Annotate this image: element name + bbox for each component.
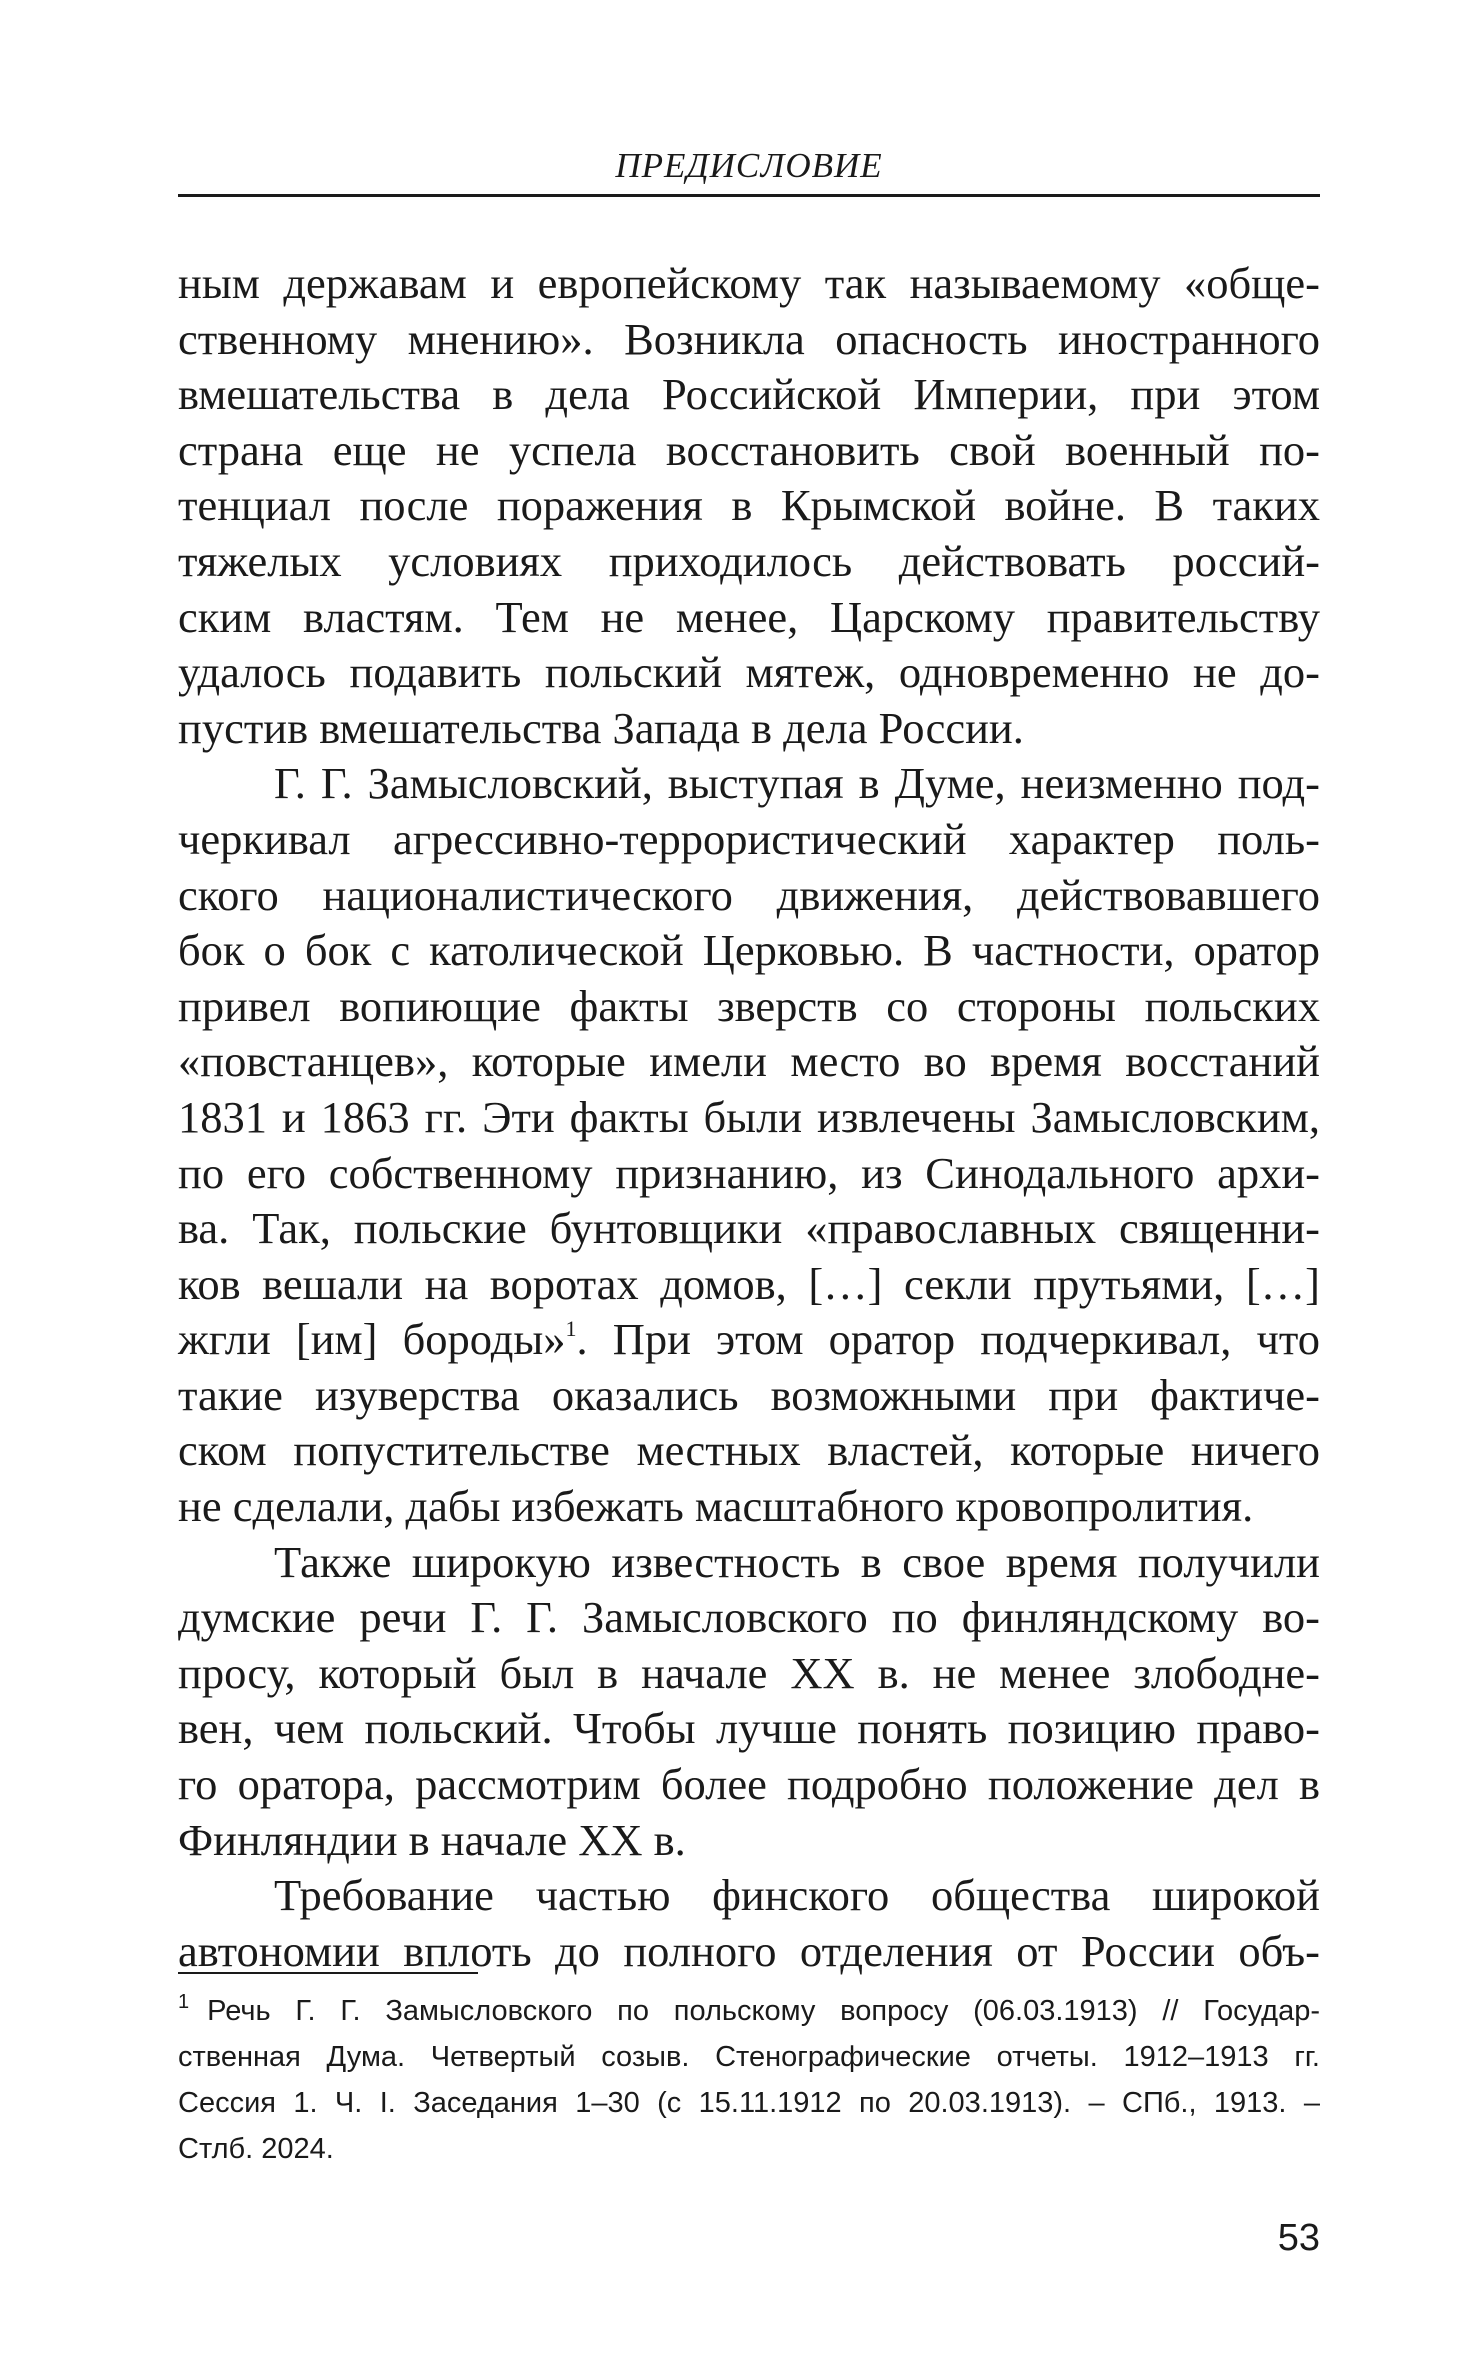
- footnote-rule: [178, 1972, 478, 1974]
- text-line: ственному мнению». Возникла опасность иностранного: [178, 313, 1320, 364]
- footnote-line: [178, 1988, 1320, 2034]
- main-text: [178, 256, 1320, 1979]
- text-line: 1831 и 1863 гг. Эти факты были извлечены Замысловским,: [178, 1091, 1320, 1142]
- text-line: ным державам и европейскому так называемому «обще-: [178, 258, 1320, 308]
- footnote: [178, 1988, 1320, 2172]
- text-line: привел вопиющие факты зверств со стороны польских: [178, 980, 1320, 1031]
- header-rule: [178, 194, 1320, 197]
- footnote-mark: 1: [178, 1991, 190, 2013]
- text-line: тяжелых условиях приходилось действовать россий-: [178, 535, 1320, 586]
- text-line: Г. Г. Замысловский, выступая в Думе, неизменно под-: [274, 758, 1320, 809]
- footnote-line: Сессия 1. Ч. I. Заседания 1–30 (с 15.11.1912 по 20.03.1913). – СПб., 1913. –: [178, 2087, 1320, 2119]
- text-line: автономии вплоть до полного отделения от России объ-: [178, 1925, 1320, 1976]
- text-line: черкивал агрессивно-террористический характер поль-: [178, 813, 1320, 864]
- text-line: бок о бок с католической Церковью. В частности, оратор: [178, 925, 1320, 976]
- book-page: [178, 0, 1320, 2362]
- footnote-line: ственная Дума. Четвертый созыв. Стенографические отчеты. 1912–1913 гг.: [178, 2041, 1320, 2073]
- text-segment: . При этом оратор подчеркивал, что: [576, 1314, 1320, 1365]
- text-segment: жгли [им] бороды»: [178, 1314, 566, 1365]
- text-line: ва. Так, польские бунтовщики «православных священни-: [178, 1203, 1320, 1254]
- text-line: тенциал после поражения в Крымской войне. В таких: [178, 480, 1320, 531]
- text-line: Финляндии в начале XX в.: [178, 1814, 686, 1865]
- text-line: вмешательства в дела Российской Империи, при этом: [178, 369, 1320, 420]
- text-line-with-footnote-ref: [178, 1312, 1320, 1368]
- text-line: ков вешали на воротах домов, […] секли прутьями, […]: [178, 1258, 1320, 1309]
- running-head: ПРЕДИСЛОВИЕ: [615, 146, 883, 185]
- footnote-reference[interactable]: 1: [565, 1316, 577, 1342]
- text-line: такие изуверства оказались возможными при фактиче-: [178, 1369, 1320, 1420]
- text-line: страна еще не успела восстановить свой военный по-: [178, 424, 1320, 475]
- text-line: Требование частью финского общества широкой: [274, 1870, 1320, 1921]
- text-line: ском попустительстве местных властей, которые ничего: [178, 1425, 1320, 1476]
- text-line: просу, который был в начале XX в. не менее злободне-: [178, 1647, 1320, 1698]
- text-line: Также широкую известность в свое время получили: [274, 1536, 1320, 1587]
- text-line: удалось подавить польский мятеж, одновременно не до-: [178, 647, 1320, 698]
- text-line: не сделали, дабы избежать масштабного кровопролития.: [178, 1481, 1254, 1532]
- text-line: го оратора, рассмотрим более подробно положение дел в: [178, 1759, 1320, 1810]
- text-line: ским властям. Тем не менее, Царскому правительству: [178, 591, 1320, 642]
- text-line: пустив вмешательства Запада в дела России.: [178, 702, 1024, 753]
- text-line: по его собственному признанию, из Синодального архи-: [178, 1147, 1320, 1198]
- text-line: ского националистического движения, действовавшего: [178, 869, 1320, 920]
- page-number: 53: [1277, 2217, 1320, 2259]
- footnote-text: Речь Г. Г. Замысловского по польскому вопросу (06.03.1913) // Государ-: [207, 1995, 1320, 2027]
- text-line: «повстанцев», которые имели место во время восстаний: [178, 1036, 1320, 1087]
- text-line: думские речи Г. Г. Замысловского по финляндскому во-: [178, 1592, 1320, 1643]
- text-line: вен, чем польский. Чтобы лучше понять позицию право-: [178, 1703, 1320, 1754]
- footnote-line: Стлб. 2024.: [178, 2133, 334, 2165]
